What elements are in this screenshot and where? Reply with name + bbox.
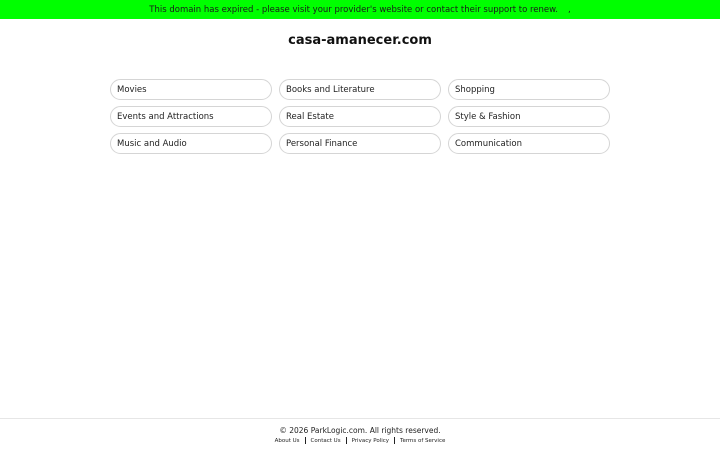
category-link-communication[interactable]: Communication xyxy=(448,133,610,154)
footer-links xyxy=(0,437,720,444)
category-link-music-and-audio[interactable]: Music and Audio xyxy=(110,133,272,154)
copyright-text: © 2026 ParkLogic.com. All rights reserved. xyxy=(279,426,441,435)
category-link-personal-finance[interactable]: Personal Finance xyxy=(279,133,441,154)
site-title: casa-amanecer.com xyxy=(288,33,432,48)
category-link-style-and-fashion[interactable]: Style & Fashion xyxy=(448,106,610,127)
category-link-movies[interactable]: Movies xyxy=(110,79,272,100)
footer xyxy=(0,418,720,451)
category-link-books-and-literature[interactable]: Books and Literature xyxy=(279,79,441,100)
category-grid xyxy=(110,79,610,154)
contact-us-link[interactable]: Contact Us xyxy=(310,437,341,444)
privacy-policy-link[interactable]: Privacy Policy xyxy=(351,437,390,444)
about-us-link[interactable]: About Us xyxy=(274,437,300,444)
banner-text: This domain has expired - please visit your provider's website or contact their support to renew. xyxy=(149,4,558,15)
category-link-shopping[interactable]: Shopping xyxy=(448,79,610,100)
terms-of-service-link[interactable]: Terms of Service xyxy=(400,437,446,444)
banner-close-mark[interactable]: , xyxy=(568,4,571,15)
expired-domain-banner xyxy=(0,0,720,19)
category-link-real-estate[interactable]: Real Estate xyxy=(279,106,441,127)
category-link-events-and-attractions[interactable]: Events and Attractions xyxy=(110,106,272,127)
